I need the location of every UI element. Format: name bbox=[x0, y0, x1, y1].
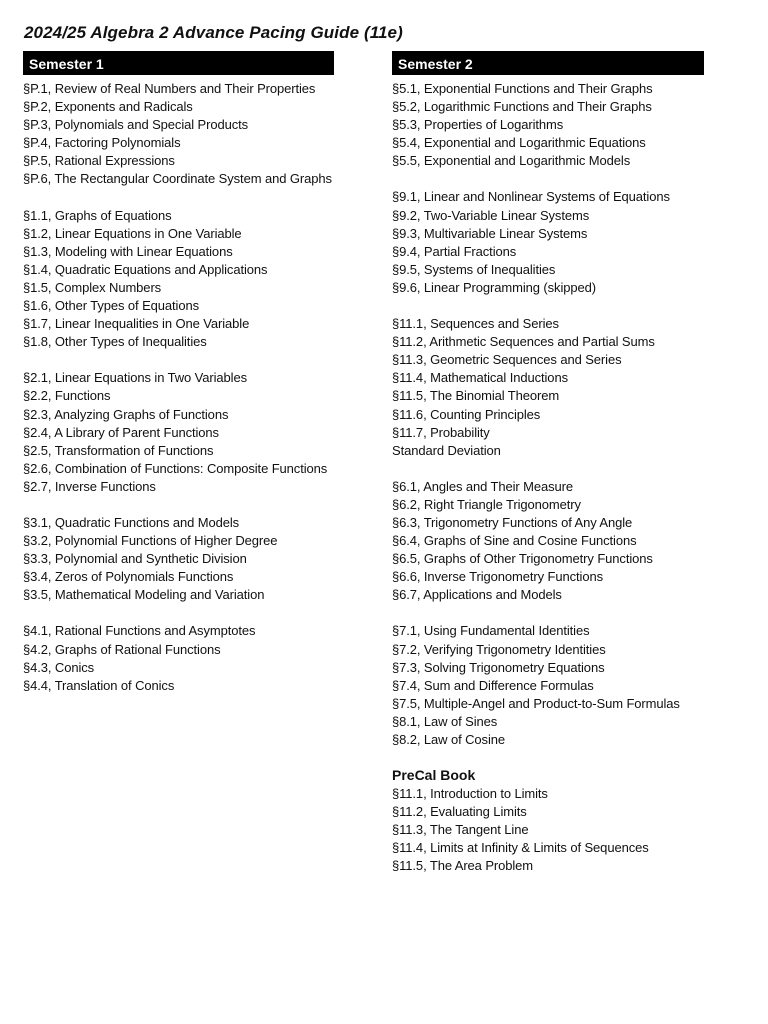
topic-item: §8.2, Law of Cosine bbox=[392, 732, 506, 747]
precal-heading: PreCal Book bbox=[392, 767, 476, 784]
topic-group bbox=[23, 369, 334, 496]
topic-item: §9.4, Partial Fractions bbox=[392, 243, 517, 259]
topic-item: §9.5, Systems of Inequalities bbox=[392, 261, 556, 277]
topic-item: §3.2, Polynomial Functions of Higher Degree bbox=[23, 533, 278, 549]
topic-item: §11.4, Mathematical Inductions bbox=[392, 370, 568, 386]
semester-1-column bbox=[23, 51, 334, 713]
topic-item: §4.1, Rational Functions and Asymptotes bbox=[23, 623, 256, 639]
topic-item: §5.2, Logarithmic Functions and Their Graphs bbox=[392, 99, 652, 115]
topic-item: §2.3, Analyzing Graphs of Functions bbox=[23, 406, 229, 422]
semester-2-column bbox=[392, 51, 704, 876]
topic-item: §5.1, Exponential Functions and Their Graphs bbox=[392, 81, 653, 96]
topic-item: §2.1, Linear Equations in Two Variables bbox=[23, 370, 247, 386]
topic-item: Standard Deviation bbox=[392, 442, 501, 458]
topic-item: §P.5, Rational Expressions bbox=[23, 153, 175, 169]
precal-section bbox=[392, 765, 704, 875]
topic-item: §11.5, The Binomial Theorem bbox=[392, 388, 560, 404]
topic-item: §6.6, Inverse Trigonometry Functions bbox=[392, 569, 604, 585]
topic-item: §6.3, Trigonometry Functions of Any Angle bbox=[392, 514, 633, 530]
topic-group bbox=[23, 622, 334, 694]
topic-item: §5.3, Properties of Logarithms bbox=[392, 117, 564, 133]
topic-item: §9.3, Multivariable Linear Systems bbox=[392, 225, 588, 241]
topic-item: §2.7, Inverse Functions bbox=[23, 478, 156, 494]
topic-item: §1.2, Linear Equations in One Variable bbox=[23, 225, 242, 241]
topic-item: §2.4, A Library of Parent Functions bbox=[23, 424, 219, 440]
topic-item: §1.5, Complex Numbers bbox=[23, 279, 162, 295]
precal-topic-list bbox=[392, 785, 704, 875]
topic-item: §2.2, Functions bbox=[23, 388, 111, 404]
topic-group bbox=[23, 207, 334, 352]
topic-item: §1.7, Linear Inequalities in One Variable bbox=[23, 316, 250, 332]
topic-group bbox=[392, 80, 704, 170]
semester-2-topic-list bbox=[392, 80, 704, 749]
precal-topic-item: §11.4, Limits at Infinity & Limits of Sequences bbox=[392, 840, 649, 856]
topic-item: §7.3, Solving Trigonometry Equations bbox=[392, 659, 605, 675]
topic-item: §P.1, Review of Real Numbers and Their Properties bbox=[23, 81, 316, 96]
precal-topic-item: §11.1, Introduction to Limits bbox=[392, 786, 548, 802]
topic-item: §6.7, Applications and Models bbox=[392, 587, 562, 603]
topic-item: §7.4, Sum and Difference Formulas bbox=[392, 677, 594, 693]
topic-item: §11.7, Probability bbox=[392, 424, 490, 440]
topic-group bbox=[392, 188, 704, 297]
topic-item: §7.5, Multiple-Angel and Product-to-Sum Formulas bbox=[392, 695, 680, 711]
topic-group bbox=[23, 80, 334, 189]
topic-item: §2.6, Combination of Functions: Composite Functions bbox=[23, 460, 328, 476]
topic-item: §9.6, Linear Programming (skipped) bbox=[392, 279, 596, 295]
topic-item: §3.5, Mathematical Modeling and Variation bbox=[23, 587, 265, 603]
topic-item: §9.1, Linear and Nonlinear Systems of Equations bbox=[392, 189, 670, 205]
topic-item: §9.2, Two-Variable Linear Systems bbox=[392, 207, 590, 223]
semester-1-topic-list bbox=[23, 80, 334, 695]
topic-item: §P.6, The Rectangular Coordinate System and Graphs bbox=[23, 171, 332, 187]
topic-item: §1.1, Graphs of Equations bbox=[23, 207, 172, 223]
topic-item: §11.1, Sequences and Series bbox=[392, 316, 559, 332]
topic-item: §5.4, Exponential and Logarithmic Equations bbox=[392, 135, 646, 151]
topic-item: §4.3, Conics bbox=[23, 659, 95, 675]
topic-item: §1.3, Modeling with Linear Equations bbox=[23, 243, 233, 259]
topic-item: §5.5, Exponential and Logarithmic Models bbox=[392, 153, 631, 169]
topic-item: §P.2, Exponents and Radicals bbox=[23, 99, 193, 115]
topic-group bbox=[392, 478, 704, 605]
semester-1-header: Semester 1 bbox=[23, 51, 334, 75]
topic-item: §1.6, Other Types of Equations bbox=[23, 298, 199, 314]
topic-item: §1.4, Quadratic Equations and Applications bbox=[23, 261, 268, 277]
topic-item: §3.3, Polynomial and Synthetic Division bbox=[23, 551, 247, 567]
topic-item: §11.3, Geometric Sequences and Series bbox=[392, 352, 622, 368]
precal-topic-item: §11.2, Evaluating Limits bbox=[392, 804, 527, 820]
topic-item: §P.4, Factoring Polynomials bbox=[23, 135, 181, 151]
topic-item: §6.1, Angles and Their Measure bbox=[392, 478, 574, 494]
topic-item: §8.1, Law of Sines bbox=[392, 713, 498, 729]
topic-item: §1.8, Other Types of Inequalities bbox=[23, 334, 207, 350]
page-title: 2024/25 Algebra 2 Advance Pacing Guide (11e) bbox=[24, 23, 403, 42]
precal-topic-item: §11.3, The Tangent Line bbox=[392, 822, 529, 838]
topic-item: §3.1, Quadratic Functions and Models bbox=[23, 514, 240, 530]
topic-group bbox=[392, 315, 704, 460]
topic-group bbox=[23, 514, 334, 604]
semester-2-header: Semester 2 bbox=[392, 51, 704, 75]
topic-item: §P.3, Polynomials and Special Products bbox=[23, 117, 249, 133]
topic-item: §7.1, Using Fundamental Identities bbox=[392, 623, 590, 639]
topic-item: §2.5, Transformation of Functions bbox=[23, 442, 214, 458]
topic-group bbox=[392, 622, 704, 749]
topic-item: §6.5, Graphs of Other Trigonometry Functions bbox=[392, 551, 653, 567]
topic-item: §3.4, Zeros of Polynomials Functions bbox=[23, 569, 234, 585]
topic-item: §11.2, Arithmetic Sequences and Partial Sums bbox=[392, 334, 655, 350]
topic-item: §4.4, Translation of Conics bbox=[23, 677, 175, 693]
topic-item: §6.2, Right Triangle Trigonometry bbox=[392, 496, 581, 512]
topic-item: §6.4, Graphs of Sine and Cosine Functions bbox=[392, 533, 637, 549]
topic-item: §11.6, Counting Principles bbox=[392, 406, 541, 422]
topic-item: §4.2, Graphs of Rational Functions bbox=[23, 641, 221, 657]
topic-item: §7.2, Verifying Trigonometry Identities bbox=[392, 641, 606, 657]
precal-topic-item: §11.5, The Area Problem bbox=[392, 858, 534, 874]
